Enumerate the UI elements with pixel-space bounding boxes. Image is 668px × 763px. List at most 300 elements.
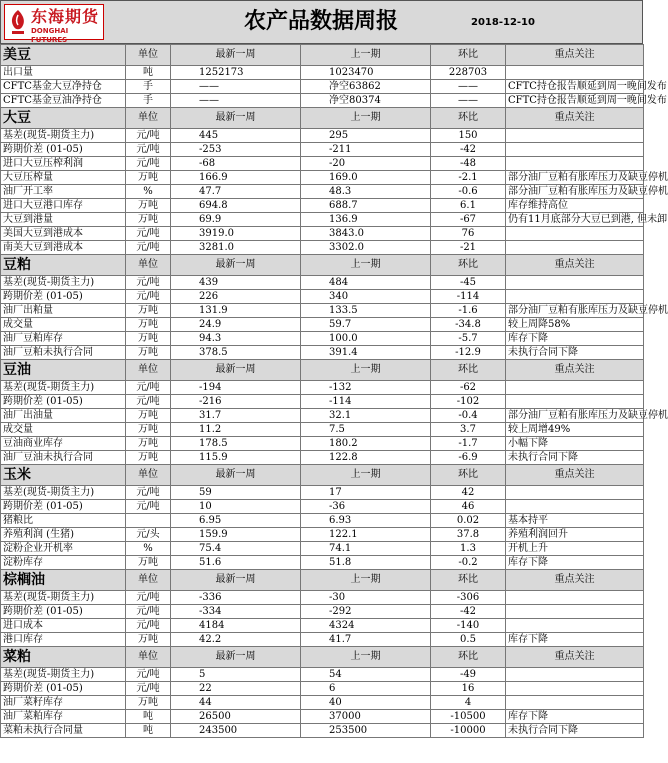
focus-note-cell	[506, 395, 644, 409]
section-header-row	[1, 108, 644, 129]
previous-period-cell: 180.2	[301, 437, 431, 451]
column-header: 最新一周	[171, 647, 301, 668]
change-cell: 42	[431, 486, 506, 500]
previous-period-cell: -30	[301, 591, 431, 605]
column-header: 环比	[431, 255, 506, 276]
latest-week-cell: -216	[171, 395, 301, 409]
latest-week-cell: 94.3	[171, 332, 301, 346]
change-cell: 76	[431, 227, 506, 241]
row-label: 跨期价差 (01-05)	[1, 605, 126, 619]
previous-period-cell: 37000	[301, 710, 431, 724]
row-label: 油厂豆油未执行合同	[1, 451, 126, 465]
unit-cell: 万吨	[126, 409, 171, 423]
change-cell: -10500	[431, 710, 506, 724]
unit-cell: 元/吨	[126, 682, 171, 696]
change-cell: -2.1	[431, 171, 506, 185]
change-cell: -1.6	[431, 304, 506, 318]
previous-period-cell: 51.8	[301, 556, 431, 570]
focus-note-cell	[506, 227, 644, 241]
latest-week-cell: 26500	[171, 710, 301, 724]
focus-note-cell: 开机上升	[506, 542, 644, 556]
column-header: 单位	[126, 255, 171, 276]
unit-cell: 吨	[126, 66, 171, 80]
previous-period-cell: 688.7	[301, 199, 431, 213]
table-row	[1, 381, 644, 395]
unit-cell: 万吨	[126, 304, 171, 318]
table-row	[1, 94, 644, 108]
table-row	[1, 486, 644, 500]
table-row	[1, 80, 644, 94]
column-header: 最新一周	[171, 465, 301, 486]
section-name: 豆粕	[1, 255, 126, 276]
previous-period-cell: 122.1	[301, 528, 431, 542]
previous-period-cell: 295	[301, 129, 431, 143]
focus-note-cell: 小幅下降	[506, 437, 644, 451]
change-cell: -67	[431, 213, 506, 227]
previous-period-cell: 133.5	[301, 304, 431, 318]
unit-cell: 手	[126, 80, 171, 94]
table-row	[1, 129, 644, 143]
section-name: 大豆	[1, 108, 126, 129]
previous-period-cell: 391.4	[301, 346, 431, 360]
latest-week-cell: 11.2	[171, 423, 301, 437]
section-name: 豆油	[1, 360, 126, 381]
focus-note-cell	[506, 157, 644, 171]
row-label: 美国大豆到港成本	[1, 227, 126, 241]
unit-cell: 元/头	[126, 528, 171, 542]
column-header: 环比	[431, 570, 506, 591]
previous-period-cell: 169.0	[301, 171, 431, 185]
table-row	[1, 318, 644, 332]
unit-cell: 万吨	[126, 451, 171, 465]
unit-cell: 手	[126, 94, 171, 108]
table-row	[1, 423, 644, 437]
unit-cell: 万吨	[126, 199, 171, 213]
row-label: 跨期价差 (01-05)	[1, 682, 126, 696]
latest-week-cell: 42.2	[171, 633, 301, 647]
latest-week-cell: 10	[171, 500, 301, 514]
section-header-row	[1, 45, 644, 66]
latest-week-cell: -253	[171, 143, 301, 157]
table-row	[1, 619, 644, 633]
unit-cell: 元/吨	[126, 486, 171, 500]
table-row	[1, 332, 644, 346]
latest-week-cell: 694.8	[171, 199, 301, 213]
latest-week-cell: 131.9	[171, 304, 301, 318]
change-cell: 0.02	[431, 514, 506, 528]
table-row	[1, 528, 644, 542]
latest-week-cell: 31.7	[171, 409, 301, 423]
focus-note-cell	[506, 605, 644, 619]
latest-week-cell: -336	[171, 591, 301, 605]
unit-cell: 元/吨	[126, 241, 171, 255]
column-header: 单位	[126, 360, 171, 381]
row-label: 成交量	[1, 318, 126, 332]
column-header: 重点关注	[506, 647, 644, 668]
change-cell: -42	[431, 143, 506, 157]
row-label: 油厂豆粕库存	[1, 332, 126, 346]
row-label: 大豆到港量	[1, 213, 126, 227]
unit-cell: 万吨	[126, 633, 171, 647]
row-label: 港口库存	[1, 633, 126, 647]
row-label: CFTC基金大豆净持仓	[1, 80, 126, 94]
section-name: 棕榈油	[1, 570, 126, 591]
table-row	[1, 605, 644, 619]
column-header: 单位	[126, 108, 171, 129]
previous-period-cell: 3843.0	[301, 227, 431, 241]
focus-note-cell: CFTC持仓报告顺延到周一晚间发布	[506, 94, 644, 108]
unit-cell: 万吨	[126, 696, 171, 710]
latest-week-cell: 159.9	[171, 528, 301, 542]
change-cell: 0.5	[431, 633, 506, 647]
focus-note-cell	[506, 500, 644, 514]
latest-week-cell: 44	[171, 696, 301, 710]
focus-note-cell: 较上周降58%	[506, 318, 644, 332]
unit-cell: 元/吨	[126, 129, 171, 143]
latest-week-cell: 75.4	[171, 542, 301, 556]
column-header: 重点关注	[506, 45, 644, 66]
previous-period-cell: 59.7	[301, 318, 431, 332]
logo-mark-icon	[8, 9, 28, 35]
change-cell: -48	[431, 157, 506, 171]
latest-week-cell: 1252173	[171, 66, 301, 80]
column-header: 上一期	[301, 45, 431, 66]
focus-note-cell	[506, 290, 644, 304]
change-cell: 228703	[431, 66, 506, 80]
previous-period-cell: 6.93	[301, 514, 431, 528]
column-header: 环比	[431, 45, 506, 66]
change-cell: 16	[431, 682, 506, 696]
row-label: 进口成本	[1, 619, 126, 633]
unit-cell: 元/吨	[126, 591, 171, 605]
previous-period-cell: 3302.0	[301, 241, 431, 255]
previous-period-cell: 40	[301, 696, 431, 710]
change-cell: -49	[431, 668, 506, 682]
table-row	[1, 696, 644, 710]
previous-period-cell: -211	[301, 143, 431, 157]
logo-text-en: DONGHAI FUTURES	[31, 27, 69, 44]
change-cell: -42	[431, 605, 506, 619]
unit-cell: 万吨	[126, 437, 171, 451]
unit-cell: 元/吨	[126, 227, 171, 241]
focus-note-cell: 库存下降	[506, 710, 644, 724]
focus-note-cell: 未执行合同下降	[506, 724, 644, 738]
latest-week-cell: 243500	[171, 724, 301, 738]
column-header: 重点关注	[506, 255, 644, 276]
column-header: 重点关注	[506, 570, 644, 591]
previous-period-cell: 净空80374	[301, 94, 431, 108]
latest-week-cell: -334	[171, 605, 301, 619]
focus-note-cell	[506, 143, 644, 157]
company-logo	[4, 4, 104, 44]
change-cell: 46	[431, 500, 506, 514]
previous-period-cell: 484	[301, 276, 431, 290]
previous-period-cell: -20	[301, 157, 431, 171]
table-row	[1, 542, 644, 556]
change-cell: 3.7	[431, 423, 506, 437]
unit-cell: 元/吨	[126, 395, 171, 409]
focus-note-cell: 养殖利润回升	[506, 528, 644, 542]
latest-week-cell: 439	[171, 276, 301, 290]
change-cell: -1.7	[431, 437, 506, 451]
change-cell: -62	[431, 381, 506, 395]
focus-note-cell: 部分油厂豆粕有胀库压力及缺豆停机	[506, 185, 644, 199]
change-cell: -0.6	[431, 185, 506, 199]
change-cell: -45	[431, 276, 506, 290]
unit-cell: 万吨	[126, 423, 171, 437]
change-cell: -6.9	[431, 451, 506, 465]
column-header: 重点关注	[506, 360, 644, 381]
table-row	[1, 633, 644, 647]
row-label: 油厂出油量	[1, 409, 126, 423]
column-header: 单位	[126, 647, 171, 668]
table-row	[1, 157, 644, 171]
section-name: 玉米	[1, 465, 126, 486]
column-header: 上一期	[301, 465, 431, 486]
focus-note-cell	[506, 129, 644, 143]
change-cell: -34.8	[431, 318, 506, 332]
latest-week-cell: 115.9	[171, 451, 301, 465]
latest-week-cell: -68	[171, 157, 301, 171]
previous-period-cell: 32.1	[301, 409, 431, 423]
change-cell: -0.2	[431, 556, 506, 570]
focus-note-cell: 基本持平	[506, 514, 644, 528]
latest-week-cell: 47.7	[171, 185, 301, 199]
table-row	[1, 395, 644, 409]
unit-cell: 万吨	[126, 318, 171, 332]
row-label: 菜粕未执行合同量	[1, 724, 126, 738]
previous-period-cell: -114	[301, 395, 431, 409]
focus-note-cell: 未执行合同下降	[506, 346, 644, 360]
unit-cell: 元/吨	[126, 157, 171, 171]
column-header: 最新一周	[171, 255, 301, 276]
latest-week-cell: 6.95	[171, 514, 301, 528]
row-label: 养殖利润 (生猪)	[1, 528, 126, 542]
focus-note-cell: CFTC持仓报告顺延到周一晚间发布	[506, 80, 644, 94]
row-label: 进口大豆港口库存	[1, 199, 126, 213]
focus-note-cell	[506, 241, 644, 255]
focus-note-cell: 部分油厂豆粕有胀库压力及缺豆停机	[506, 171, 644, 185]
unit-cell: %	[126, 185, 171, 199]
column-header: 上一期	[301, 255, 431, 276]
section-name: 菜粕	[1, 647, 126, 668]
unit-cell: 吨	[126, 710, 171, 724]
latest-week-cell: 5	[171, 668, 301, 682]
unit-cell: 吨	[126, 724, 171, 738]
table-row	[1, 710, 644, 724]
column-header: 上一期	[301, 647, 431, 668]
previous-period-cell: -292	[301, 605, 431, 619]
previous-period-cell: 7.5	[301, 423, 431, 437]
previous-period-cell: 净空63862	[301, 80, 431, 94]
latest-week-cell: 4184	[171, 619, 301, 633]
column-header: 环比	[431, 108, 506, 129]
latest-week-cell: 3919.0	[171, 227, 301, 241]
focus-note-cell	[506, 619, 644, 633]
latest-week-cell: 178.5	[171, 437, 301, 451]
focus-note-cell	[506, 276, 644, 290]
table-row	[1, 724, 644, 738]
previous-period-cell: 253500	[301, 724, 431, 738]
row-label: 跨期价差 (01-05)	[1, 143, 126, 157]
table-row	[1, 304, 644, 318]
previous-period-cell: 41.7	[301, 633, 431, 647]
table-row	[1, 227, 644, 241]
table-row	[1, 514, 644, 528]
focus-note-cell: 库存下降	[506, 556, 644, 570]
change-cell: 1.3	[431, 542, 506, 556]
row-label: 基差(现货-期货主力)	[1, 668, 126, 682]
unit-cell: 万吨	[126, 346, 171, 360]
unit-cell	[126, 514, 171, 528]
latest-week-cell: 378.5	[171, 346, 301, 360]
unit-cell: 万吨	[126, 332, 171, 346]
section-header-row	[1, 360, 644, 381]
focus-note-cell: 较上周增49%	[506, 423, 644, 437]
section-header-row	[1, 465, 644, 486]
column-header: 单位	[126, 465, 171, 486]
change-cell: -306	[431, 591, 506, 605]
previous-period-cell: 340	[301, 290, 431, 304]
previous-period-cell: 1023470	[301, 66, 431, 80]
table-row	[1, 437, 644, 451]
table-row	[1, 682, 644, 696]
focus-note-cell	[506, 682, 644, 696]
previous-period-cell: 4324	[301, 619, 431, 633]
previous-period-cell: 136.9	[301, 213, 431, 227]
previous-period-cell: 74.1	[301, 542, 431, 556]
column-header: 单位	[126, 570, 171, 591]
section-header-row	[1, 570, 644, 591]
unit-cell: 元/吨	[126, 619, 171, 633]
change-cell: -10000	[431, 724, 506, 738]
table-row	[1, 451, 644, 465]
table-row	[1, 290, 644, 304]
column-header: 重点关注	[506, 108, 644, 129]
row-label: 南美大豆到港成本	[1, 241, 126, 255]
row-label: 跨期价差 (01-05)	[1, 500, 126, 514]
row-label: 淀粉企业开机率	[1, 542, 126, 556]
table-row	[1, 199, 644, 213]
unit-cell: 元/吨	[126, 143, 171, 157]
focus-note-cell	[506, 591, 644, 605]
latest-week-cell: 166.9	[171, 171, 301, 185]
latest-week-cell: 69.9	[171, 213, 301, 227]
table-row	[1, 171, 644, 185]
focus-note-cell	[506, 381, 644, 395]
table-row	[1, 66, 644, 80]
report-header	[0, 0, 643, 44]
change-cell: -21	[431, 241, 506, 255]
table-row	[1, 241, 644, 255]
focus-note-cell: 部分油厂豆粕有胀库压力及缺豆停机	[506, 409, 644, 423]
column-header: 最新一周	[171, 45, 301, 66]
latest-week-cell: 24.9	[171, 318, 301, 332]
table-row	[1, 556, 644, 570]
latest-week-cell: -194	[171, 381, 301, 395]
row-label: 成交量	[1, 423, 126, 437]
change-cell: 6.1	[431, 199, 506, 213]
focus-note-cell	[506, 486, 644, 500]
latest-week-cell: ——	[171, 80, 301, 94]
latest-week-cell: 445	[171, 129, 301, 143]
table-row	[1, 409, 644, 423]
report-title: 农产品数据周报	[243, 9, 398, 34]
previous-period-cell: 6	[301, 682, 431, 696]
latest-week-cell: 22	[171, 682, 301, 696]
row-label: 基差(现货-期货主力)	[1, 486, 126, 500]
row-label: 基差(现货-期货主力)	[1, 381, 126, 395]
focus-note-cell: 库存下降	[506, 633, 644, 647]
previous-period-cell: -36	[301, 500, 431, 514]
table-row	[1, 276, 644, 290]
column-header: 环比	[431, 360, 506, 381]
unit-cell: 元/吨	[126, 668, 171, 682]
latest-week-cell: 3281.0	[171, 241, 301, 255]
unit-cell: 元/吨	[126, 605, 171, 619]
report-date: 2018-12-10	[471, 17, 535, 28]
focus-note-cell: 部分油厂豆粕有胀库压力及缺豆停机	[506, 304, 644, 318]
column-header: 最新一周	[171, 360, 301, 381]
change-cell: -12.9	[431, 346, 506, 360]
latest-week-cell: 51.6	[171, 556, 301, 570]
latest-week-cell: ——	[171, 94, 301, 108]
previous-period-cell: -132	[301, 381, 431, 395]
row-label: 油厂菜粕库存	[1, 710, 126, 724]
row-label: 大豆压榨量	[1, 171, 126, 185]
change-cell: ——	[431, 80, 506, 94]
unit-cell: 万吨	[126, 556, 171, 570]
latest-week-cell: 226	[171, 290, 301, 304]
row-label: 油厂豆粕未执行合同	[1, 346, 126, 360]
table-row	[1, 500, 644, 514]
row-label: 基差(现货-期货主力)	[1, 129, 126, 143]
unit-cell: 元/吨	[126, 276, 171, 290]
change-cell: -0.4	[431, 409, 506, 423]
unit-cell: 元/吨	[126, 500, 171, 514]
table-row	[1, 591, 644, 605]
previous-period-cell: 17	[301, 486, 431, 500]
section-name: 美豆	[1, 45, 126, 66]
column-header: 最新一周	[171, 108, 301, 129]
row-label: 猪粮比	[1, 514, 126, 528]
focus-note-cell: 库存下降	[506, 332, 644, 346]
focus-note-cell: 库存维持高位	[506, 199, 644, 213]
logo-text-cn: 东海期货	[31, 7, 100, 26]
table-row	[1, 668, 644, 682]
change-cell: -102	[431, 395, 506, 409]
unit-cell: 万吨	[126, 213, 171, 227]
change-cell: -5.7	[431, 332, 506, 346]
focus-note-cell	[506, 668, 644, 682]
focus-note-cell: 未执行合同下降	[506, 451, 644, 465]
column-header: 环比	[431, 465, 506, 486]
focus-note-cell	[506, 66, 644, 80]
unit-cell: 万吨	[126, 171, 171, 185]
column-header: 上一期	[301, 570, 431, 591]
column-header: 单位	[126, 45, 171, 66]
focus-note-cell	[506, 696, 644, 710]
previous-period-cell: 122.8	[301, 451, 431, 465]
row-label: 跨期价差 (01-05)	[1, 395, 126, 409]
change-cell: -114	[431, 290, 506, 304]
row-label: 豆油商业库存	[1, 437, 126, 451]
column-header: 重点关注	[506, 465, 644, 486]
change-cell: 4	[431, 696, 506, 710]
column-header: 环比	[431, 647, 506, 668]
column-header: 上一期	[301, 360, 431, 381]
latest-week-cell: 59	[171, 486, 301, 500]
